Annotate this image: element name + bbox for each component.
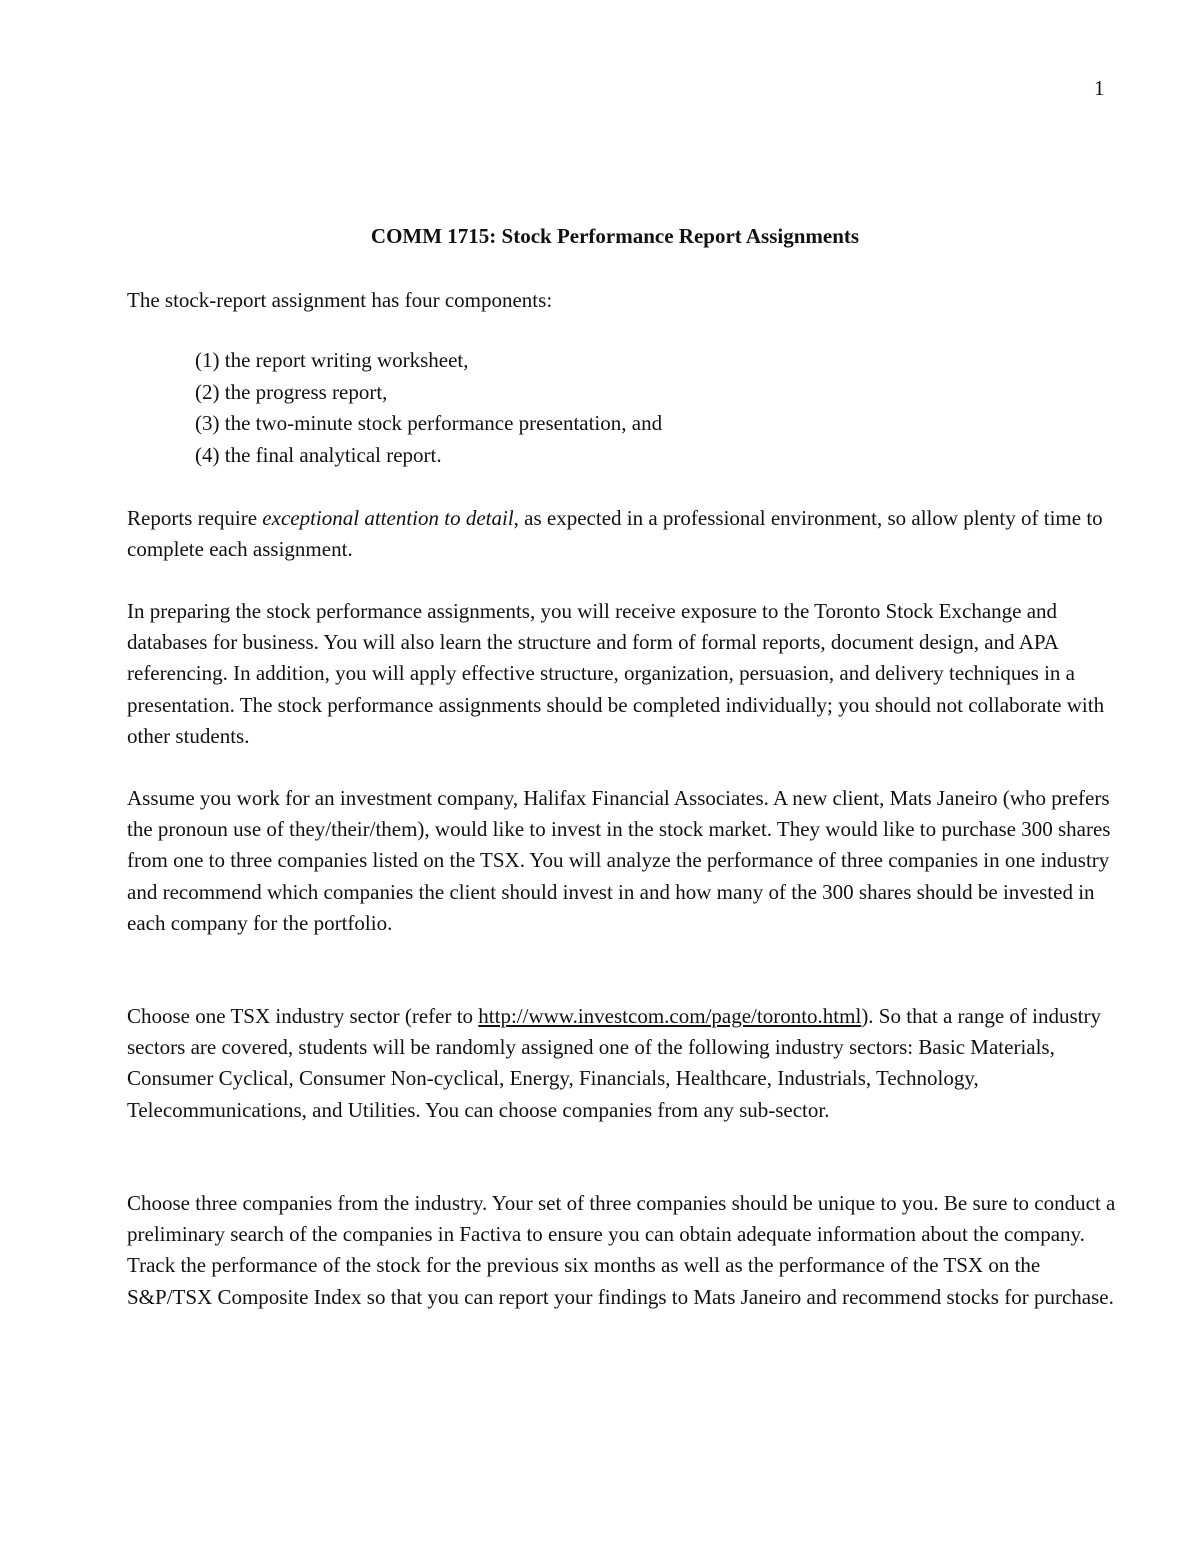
intro-paragraph: The stock-report assignment has four components: bbox=[127, 288, 553, 312]
list-item: (2) the progress report, bbox=[195, 379, 388, 404]
investcom-link[interactable]: http://www.investcom.com/page/toronto.html bbox=[478, 1004, 862, 1028]
page-number: 1 bbox=[1094, 76, 1105, 100]
list-item: (3) the two-minute stock performance presentation, and bbox=[195, 411, 663, 435]
document-title: COMM 1715: Stock Performance Report Assignments bbox=[370, 224, 860, 248]
detail-text-after: , as expected in a professional environment, so allow plenty of time to complete each assignment. bbox=[127, 506, 1103, 562]
sector-text-before: Choose one TSX industry sector (refer to bbox=[127, 1004, 479, 1028]
detail-emphasis: exceptional attention to detail bbox=[262, 506, 514, 530]
preparing-paragraph: In preparing the stock performance assignments, you will receive exposure to the Toronto Stock Exchange and databases for business. You will also learn the structure and form of formal reports, document design, and APA referencing. In addition, you will apply effective structure, organization, persuasion, and delivery techniques in a presentation. The stock performance assignments should be completed individually; you should not collaborate with other students. bbox=[127, 599, 1105, 748]
assume-paragraph: Assume you work for an investment company, Halifax Financial Associates. A new client, Mats Janeiro (who prefers the pronoun use of they/their/them), would like to invest in the stock market. They would like to purchase 300 shares from one to three companies listed on the TSX. You will analyze the performance of three companies in one industry and recommend which companies the client should invest in and how many of the 300 shares should be invested in each company for the portfolio. bbox=[127, 786, 1111, 935]
detail-paragraph bbox=[127, 503, 1117, 565]
companies-paragraph: Choose three companies from the industry. Your set of three companies should be unique to you. Be sure to conduct a preliminary search of the companies in Factiva to ensure you can obtain adequate information about the company. Track the performance of the stock for the previous six months as well as the performance of the TSX on the S&P/TSX Composite Index so that you can report your findings to Mats Janeiro and recommend stocks for purchase. bbox=[127, 1191, 1116, 1309]
detail-text-before: Reports require bbox=[127, 506, 263, 530]
sector-text-after: ). So that a range of industry sectors are covered, students will be randomly assigned one of the following industry sectors: Basic Materials, Consumer Cyclical, Consumer Non-cyclical, Energy, Financials, Healthcare, Industrials, Technology, Telecommunications, and Utilities. You can choose companies from any sub-sector. bbox=[127, 1004, 1102, 1122]
components-list bbox=[195, 345, 662, 471]
sector-paragraph bbox=[127, 1001, 1117, 1126]
list-item: (4) the final analytical report. bbox=[195, 442, 442, 467]
list-item: (1) the report writing worksheet, bbox=[195, 348, 469, 372]
